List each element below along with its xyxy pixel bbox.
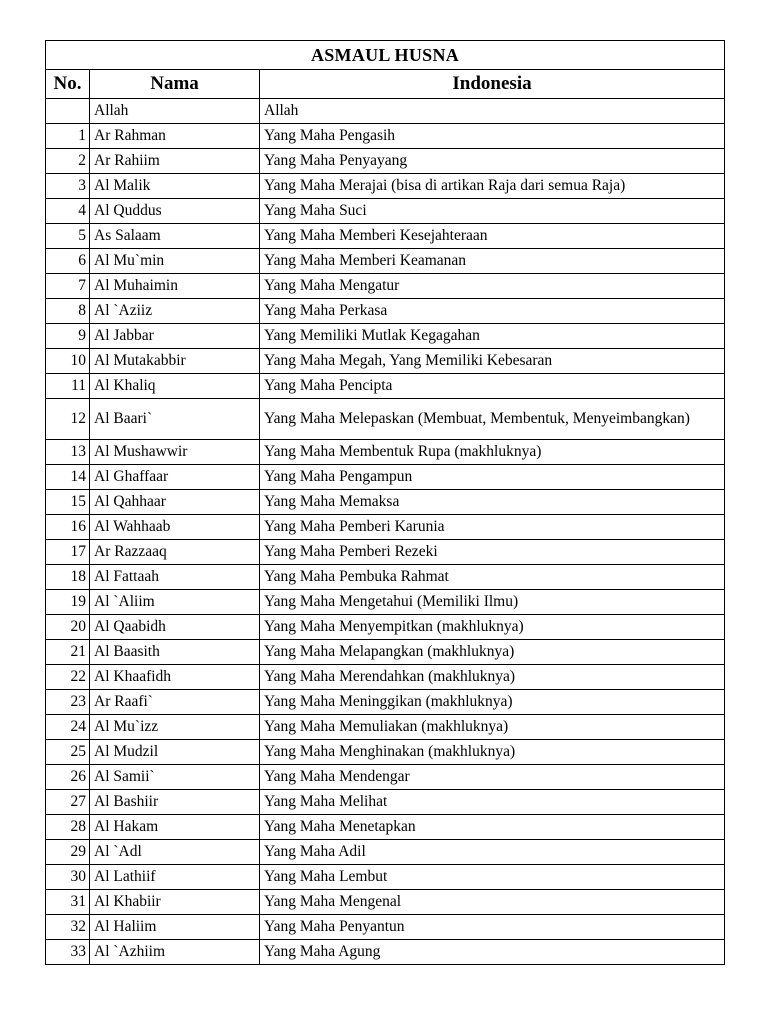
table-row [46, 690, 725, 715]
row-meaning: Yang Maha Pengampun [260, 465, 725, 490]
row-meaning: Yang Maha Mengenal [260, 890, 725, 915]
row-name: As Salaam [90, 224, 260, 249]
row-number: 12 [46, 399, 90, 440]
row-number: 6 [46, 249, 90, 274]
row-meaning: Yang Maha Penyantun [260, 915, 725, 940]
row-meaning: Yang Maha Melapangkan (makhluknya) [260, 640, 725, 665]
row-meaning: Yang Maha Pembuka Rahmat [260, 565, 725, 590]
row-name: Al Haliim [90, 915, 260, 940]
header-row [46, 70, 725, 99]
table-row [46, 374, 725, 399]
table-row [46, 740, 725, 765]
table-row [46, 640, 725, 665]
table-row [46, 840, 725, 865]
row-meaning: Yang Maha Suci [260, 199, 725, 224]
table-row [46, 465, 725, 490]
row-meaning: Yang Maha Pencipta [260, 374, 725, 399]
row-name: Al Hakam [90, 815, 260, 840]
row-number: 1 [46, 124, 90, 149]
row-number: 2 [46, 149, 90, 174]
row-meaning: Yang Maha Merajai (bisa di artikan Raja dari semua Raja) [260, 174, 725, 199]
table-row [46, 124, 725, 149]
row-name: Al Bashiir [90, 790, 260, 815]
row-meaning: Yang Maha Agung [260, 940, 725, 965]
table-row [46, 99, 725, 124]
table-row [46, 565, 725, 590]
row-number: 23 [46, 690, 90, 715]
row-meaning: Yang Maha Memberi Keamanan [260, 249, 725, 274]
row-name: Al Khaliq [90, 374, 260, 399]
row-meaning: Yang Maha Meninggikan (makhluknya) [260, 690, 725, 715]
row-number: 10 [46, 349, 90, 374]
row-name: Al Khaafidh [90, 665, 260, 690]
row-meaning: Yang Maha Megah, Yang Memiliki Kebesaran [260, 349, 725, 374]
row-number: 31 [46, 890, 90, 915]
row-meaning: Allah [260, 99, 725, 124]
row-meaning: Yang Memiliki Mutlak Kegagahan [260, 324, 725, 349]
row-meaning: Yang Maha Adil [260, 840, 725, 865]
row-number: 19 [46, 590, 90, 615]
row-number: 30 [46, 865, 90, 890]
row-number: 4 [46, 199, 90, 224]
row-meaning: Yang Maha Memaksa [260, 490, 725, 515]
table-row [46, 590, 725, 615]
table-row [46, 540, 725, 565]
table-row [46, 174, 725, 199]
row-number: 17 [46, 540, 90, 565]
row-number: 11 [46, 374, 90, 399]
asmaul-husna-table [45, 40, 725, 965]
row-meaning: Yang Maha Menghinakan (makhluknya) [260, 740, 725, 765]
table-row [46, 149, 725, 174]
row-number: 7 [46, 274, 90, 299]
row-name: Ar Razzaaq [90, 540, 260, 565]
row-number: 21 [46, 640, 90, 665]
row-number: 28 [46, 815, 90, 840]
table-row [46, 765, 725, 790]
row-name: Ar Raafi` [90, 690, 260, 715]
row-meaning: Yang Maha Perkasa [260, 299, 725, 324]
row-name: Al Ghaffaar [90, 465, 260, 490]
row-name: Al Baasith [90, 640, 260, 665]
table-row [46, 940, 725, 965]
row-meaning: Yang Maha Menetapkan [260, 815, 725, 840]
row-name: Al `Azhiim [90, 940, 260, 965]
row-meaning: Yang Maha Pengasih [260, 124, 725, 149]
row-number: 29 [46, 840, 90, 865]
table-row [46, 615, 725, 640]
row-meaning: Yang Maha Membentuk Rupa (makhluknya) [260, 440, 725, 465]
row-name: Al Lathiif [90, 865, 260, 890]
table-row [46, 224, 725, 249]
table-body [46, 99, 725, 965]
row-number: 15 [46, 490, 90, 515]
row-meaning: Yang Maha Melepaskan (Membuat, Membentuk, Menyeimbangkan) [260, 399, 725, 440]
table-row [46, 790, 725, 815]
table-row [46, 665, 725, 690]
table-row [46, 249, 725, 274]
row-name: Al Fattaah [90, 565, 260, 590]
table-row [46, 915, 725, 940]
header-indonesia: Indonesia [260, 70, 725, 99]
row-name: Al Mushawwir [90, 440, 260, 465]
row-name: Al Muhaimin [90, 274, 260, 299]
row-meaning: Yang Maha Pemberi Rezeki [260, 540, 725, 565]
row-name: Al Quddus [90, 199, 260, 224]
row-name: Al `Aliim [90, 590, 260, 615]
row-name: Ar Rahman [90, 124, 260, 149]
table-row [46, 274, 725, 299]
table-row [46, 865, 725, 890]
table-row [46, 440, 725, 465]
row-name: Al Wahhaab [90, 515, 260, 540]
row-name: Al Mutakabbir [90, 349, 260, 374]
row-number: 27 [46, 790, 90, 815]
row-name: Al Qahhaar [90, 490, 260, 515]
table-row [46, 399, 725, 440]
row-number: 22 [46, 665, 90, 690]
table-title: ASMAUL HUSNA [46, 41, 725, 70]
row-number: 5 [46, 224, 90, 249]
row-name: Al Mu`izz [90, 715, 260, 740]
row-meaning: Yang Maha Mendengar [260, 765, 725, 790]
row-name: Al Qaabidh [90, 615, 260, 640]
row-name: Al Mudzil [90, 740, 260, 765]
row-name: Al `Adl [90, 840, 260, 865]
row-name: Allah [90, 99, 260, 124]
row-name: Al Jabbar [90, 324, 260, 349]
row-number: 13 [46, 440, 90, 465]
row-meaning: Yang Maha Mengetahui (Memiliki Ilmu) [260, 590, 725, 615]
table-title-row [46, 41, 725, 70]
row-meaning: Yang Maha Pemberi Karunia [260, 515, 725, 540]
row-number: 3 [46, 174, 90, 199]
row-meaning: Yang Maha Penyayang [260, 149, 725, 174]
table-row [46, 349, 725, 374]
table-row [46, 299, 725, 324]
row-meaning: Yang Maha Melihat [260, 790, 725, 815]
row-meaning: Yang Maha Memuliakan (makhluknya) [260, 715, 725, 740]
table-row [46, 324, 725, 349]
table-row [46, 815, 725, 840]
row-number: 18 [46, 565, 90, 590]
row-number: 26 [46, 765, 90, 790]
row-number: 33 [46, 940, 90, 965]
row-number [46, 99, 90, 124]
table-row [46, 490, 725, 515]
table-row [46, 890, 725, 915]
row-number: 20 [46, 615, 90, 640]
row-name: Al Samii` [90, 765, 260, 790]
row-name: Al Khabiir [90, 890, 260, 915]
row-meaning: Yang Maha Mengatur [260, 274, 725, 299]
row-number: 25 [46, 740, 90, 765]
row-meaning: Yang Maha Memberi Kesejahteraan [260, 224, 725, 249]
header-no: No. [46, 70, 90, 99]
header-nama: Nama [90, 70, 260, 99]
row-name: Al Malik [90, 174, 260, 199]
table-row [46, 515, 725, 540]
row-meaning: Yang Maha Menyempitkan (makhluknya) [260, 615, 725, 640]
row-name: Al `Aziiz [90, 299, 260, 324]
row-name: Al Baari` [90, 399, 260, 440]
row-name: Al Mu`min [90, 249, 260, 274]
row-number: 14 [46, 465, 90, 490]
row-meaning: Yang Maha Lembut [260, 865, 725, 890]
row-number: 32 [46, 915, 90, 940]
row-number: 24 [46, 715, 90, 740]
row-number: 16 [46, 515, 90, 540]
table-row [46, 715, 725, 740]
row-name: Ar Rahiim [90, 149, 260, 174]
row-number: 9 [46, 324, 90, 349]
row-number: 8 [46, 299, 90, 324]
table-row [46, 199, 725, 224]
row-meaning: Yang Maha Merendahkan (makhluknya) [260, 665, 725, 690]
